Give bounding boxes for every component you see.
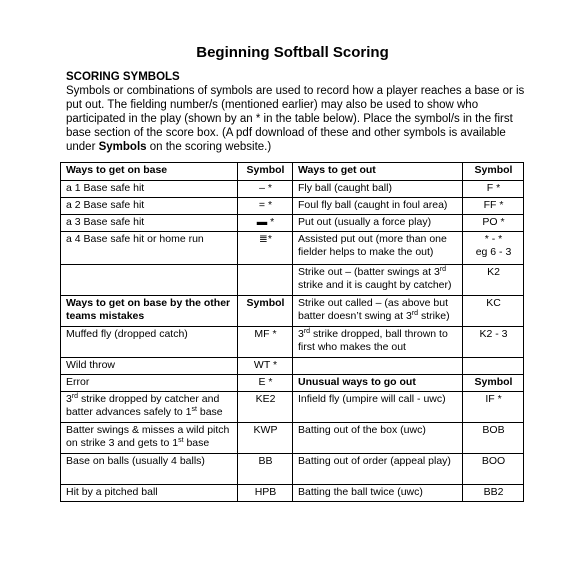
- out-category-cell: Put out (usually a force play): [293, 215, 463, 232]
- out-symbol-cell: BOB: [463, 423, 524, 454]
- out-symbol-cell: BB2: [463, 485, 524, 502]
- symbol-cell: ▬ *: [238, 215, 293, 232]
- out-category-cell: Foul fly ball (caught in foul area): [293, 198, 463, 215]
- symbol-cell: KE2: [238, 392, 293, 423]
- table-row: [61, 454, 524, 485]
- table-row: [61, 232, 524, 265]
- table-row: [61, 392, 524, 423]
- out-symbol-cell: PO *: [463, 215, 524, 232]
- symbol-cell: Symbol: [238, 163, 293, 181]
- table-row: [61, 296, 524, 327]
- category-cell: 3rd strike dropped by catcher and batter advances safely to 1st base: [61, 392, 238, 423]
- category-cell: [61, 265, 238, 296]
- out-symbol-cell: K2 - 3: [463, 327, 524, 358]
- symbol-cell: KWP: [238, 423, 293, 454]
- out-category-cell: Strike out called – (as above but batter doesn’t swing at 3rd strike): [293, 296, 463, 327]
- symbol-cell: [238, 265, 293, 296]
- out-symbol-cell: [463, 358, 524, 375]
- out-symbol-cell: * - * eg 6 - 3: [463, 232, 524, 265]
- category-cell: Ways to get on base: [61, 163, 238, 181]
- category-cell: Ways to get on base by the other teams mistakes: [61, 296, 238, 327]
- out-category-cell: Fly ball (caught ball): [293, 181, 463, 198]
- category-cell: Wild throw: [61, 358, 238, 375]
- section-heading: SCORING SYMBOLS: [66, 71, 180, 83]
- page-title: Beginning Softball Scoring: [196, 44, 389, 61]
- table-row: [61, 423, 524, 454]
- table-row: [61, 215, 524, 232]
- ordinal-suffix: rd: [71, 393, 79, 400]
- ordinal-suffix: st: [178, 437, 184, 444]
- symbol-cell: WT *: [238, 358, 293, 375]
- category-cell: a 3 Base safe hit: [61, 215, 238, 232]
- category-cell: a 4 Base safe hit or home run: [61, 232, 238, 265]
- category-cell: Hit by a pitched ball: [61, 485, 238, 502]
- table-row: [61, 163, 524, 181]
- out-symbol-cell: F *: [463, 181, 524, 198]
- out-symbol-cell: Symbol: [463, 163, 524, 181]
- category-cell: a 2 Base safe hit: [61, 198, 238, 215]
- symbol-cell: = *: [238, 198, 293, 215]
- ordinal-suffix: st: [191, 406, 197, 413]
- out-category-cell: Strike out – (batter swings at 3rd strike and it is caught by catcher): [293, 265, 463, 296]
- intro-bold-link-text: Symbols: [98, 141, 147, 153]
- ordinal-suffix: rd: [411, 310, 419, 317]
- symbol-cell: – *: [238, 181, 293, 198]
- out-category-cell: [293, 358, 463, 375]
- scoring-symbols-table: [60, 162, 524, 502]
- out-symbol-cell: IF *: [463, 392, 524, 423]
- table-body: [61, 163, 524, 502]
- symbol-cell: MF *: [238, 327, 293, 358]
- out-category-cell: Ways to get out: [293, 163, 463, 181]
- out-symbol-cell: Symbol: [463, 375, 524, 392]
- out-category-cell: Batting out of order (appeal play): [293, 454, 463, 485]
- category-cell: Batter swings & misses a wild pitch on strike 3 and gets to 1st base: [61, 423, 238, 454]
- table-row: [61, 327, 524, 358]
- table-row: [61, 375, 524, 392]
- table-row: [61, 198, 524, 215]
- symbol-cell: HPB: [238, 485, 293, 502]
- intro-text-part-2: on the scoring website.): [146, 141, 272, 153]
- table-row: [61, 265, 524, 296]
- out-category-cell: 3rd strike dropped, ball thrown to first who makes the out: [293, 327, 463, 358]
- symbol-cell: BB: [238, 454, 293, 485]
- out-symbol-cell: K2: [463, 265, 524, 296]
- out-category-cell: Batting out of the box (uwc): [293, 423, 463, 454]
- ordinal-suffix: rd: [439, 266, 447, 273]
- category-cell: a 1 Base safe hit: [61, 181, 238, 198]
- symbol-cell: Symbol: [238, 296, 293, 327]
- ordinal-suffix: rd: [303, 328, 311, 335]
- category-cell: Base on balls (usually 4 balls): [61, 454, 238, 485]
- out-category-cell: Unusual ways to go out: [293, 375, 463, 392]
- symbol-cell: ≣*: [238, 232, 293, 265]
- out-symbol-cell: FF *: [463, 198, 524, 215]
- out-symbol-cell: KC: [463, 296, 524, 327]
- table-row: [61, 181, 524, 198]
- out-category-cell: Batting the ball twice (uwc): [293, 485, 463, 502]
- out-category-cell: Assisted put out (more than one fielder helps to make the out): [293, 232, 463, 265]
- intro-paragraph: [66, 84, 526, 154]
- out-symbol-cell: BOO: [463, 454, 524, 485]
- table-row: [61, 485, 524, 502]
- symbol-cell: E *: [238, 375, 293, 392]
- out-category-cell: Infield fly (umpire will call - uwc): [293, 392, 463, 423]
- intro-text-part-1: Symbols or combinations of symbols are used to record how a player reaches a base or is put out. The fielding number/s (mentioned earlier) may also be used to show who participated in the play (shown by an * in the table below). Place the symbol/s in the first base section of the score box. (A pdf download of these and other symbols is available under: [66, 85, 525, 153]
- category-cell: Muffed fly (dropped catch): [61, 327, 238, 358]
- table-row: [61, 358, 524, 375]
- category-cell: Error: [61, 375, 238, 392]
